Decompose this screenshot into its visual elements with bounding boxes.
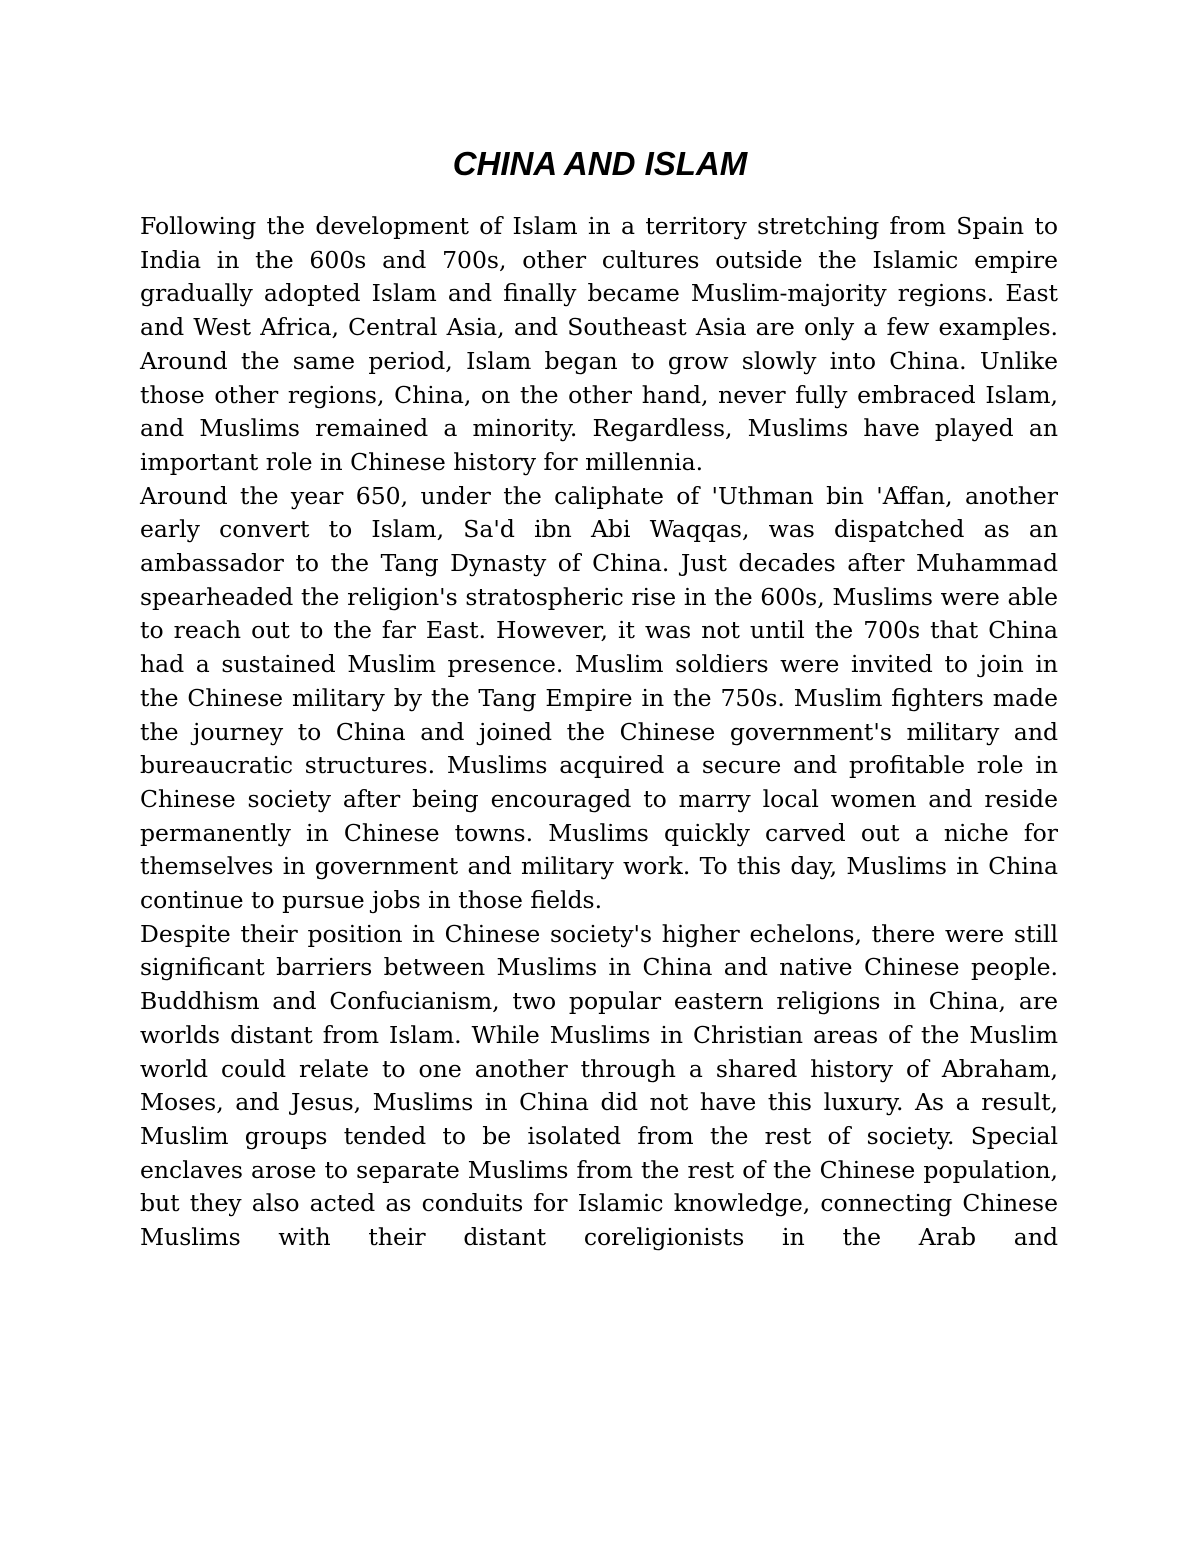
document-body	[140, 210, 1058, 1255]
paragraph-1: Following the development of Islam in a territory stretching from Spain to India in the 600s and 700s, other cultures outside the Islamic empire gradually adopted Islam and finally became Muslim-majority regions. East and West Africa, Central Asia, and Southeast Asia are only a few examples. Around the same period, Islam began to grow slowly into China. Unlike those other regions, China, on the other hand, never fully embraced Islam, and Muslims remained a minority. Regardless, Muslims have played an important role in Chinese history for millennia.	[140, 212, 1058, 476]
paragraph-2: Around the year 650, under the caliphate of 'Uthman bin 'Affan, another early convert to Islam, Sa'd ibn Abi Waqqas, was dispatched as an ambassador to the Tang Dynasty of China. Just decades after Muhammad spearheaded the religion's stratospheric rise in the 600s, Muslims were able to reach out to the far East. However, it was not until the 700s that China had a sustained Muslim presence. Muslim soldiers were invited to join in the Chinese military by the Tang Empire in the 750s. Muslim fighters made the journey to China and joined the Chinese government's military and bureaucratic structures. Muslims acquired a secure and profitable role in Chinese society after being encouraged to marry local women and reside permanently in Chinese towns. Muslims quickly carved out a niche for themselves in government and military work. To this day, Muslims in China continue to pursue jobs in those fields.	[140, 481, 1058, 915]
paragraph-3: Despite their position in Chinese society's higher echelons, there were still significant barriers between Muslims in China and native Chinese people. Buddhism and Confucianism, two popular eastern religions in China, are worlds distant from Islam. While Muslims in Christian areas of the Muslim world could relate to one another through a shared history of Abraham, Moses, and Jesus, Muslims in China did not have this luxury. As a result, Muslim groups tended to be isolated from the rest of society. Special enclaves arose to separate Muslims from the rest of the Chinese population, but they also acted as conduits for Islamic knowledge, connecting Chinese Muslims with their distant coreligionists in the Arab and	[140, 919, 1058, 1252]
document-title: CHINA AND ISLAM	[452, 145, 748, 182]
